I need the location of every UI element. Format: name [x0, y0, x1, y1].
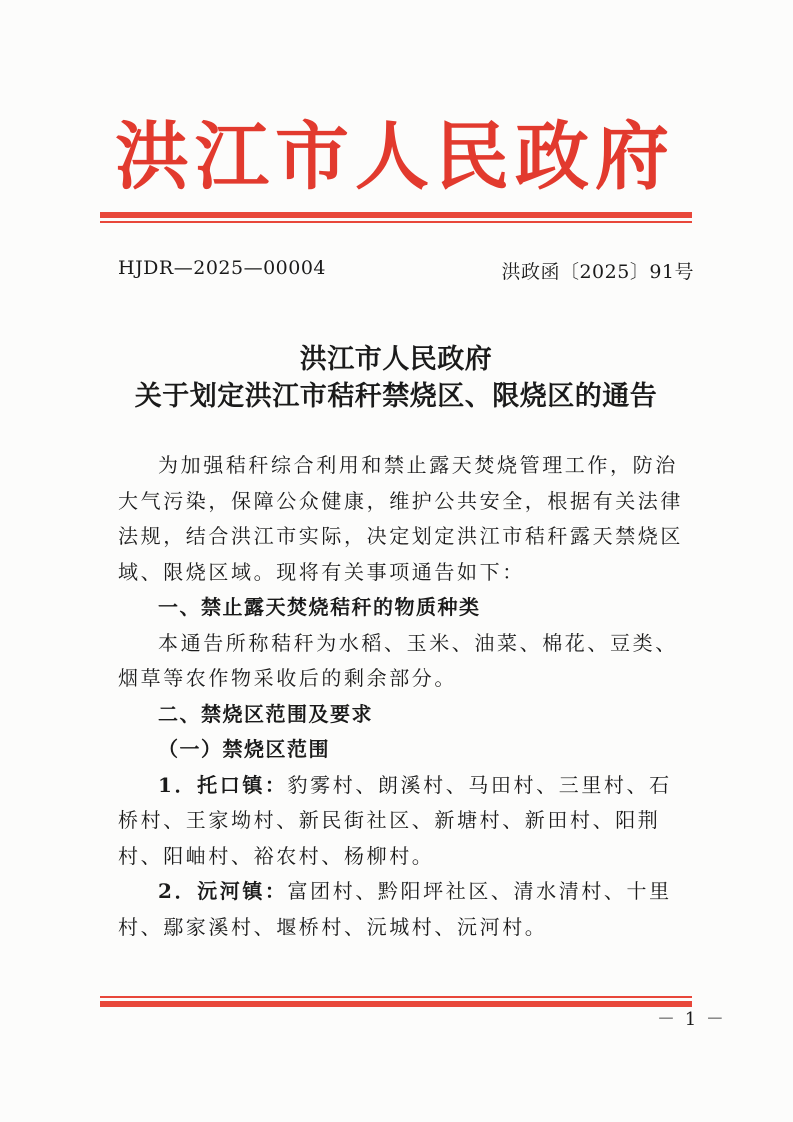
section-2-heading: 二、禁烧区范围及要求: [158, 701, 373, 726]
document-code: HJDR—2025—00004: [118, 257, 327, 279]
letterhead-rule-thick: [100, 212, 692, 218]
title-line-1: 洪江市人民政府: [299, 344, 493, 375]
list-item-1-text: 豹雾村、朗溪村、马田村、三里村、石桥村、王家坳村、新民街社区、新塘村、新田村、阳荆村、阳岫村、裕农村、杨柳村。: [118, 772, 672, 868]
footer-rule-thin: [100, 996, 692, 998]
letterhead-title: 洪江市人民政府: [115, 114, 675, 200]
file-number: 洪政函〔2025〕91号: [501, 261, 694, 283]
title-line-2: 关于划定洪江市秸秆禁烧区、限烧区的通告: [134, 381, 658, 412]
intro-paragraph: 为加强秸秆综合利用和禁止露天焚烧管理工作，防治大气污染，保障公众健康，维护公共安全，根据有关法律法规，结合洪江市实际，决定划定洪江市秸秆露天禁烧区域、限烧区域。现将有关事项通告如下：: [118, 453, 683, 584]
list-item-2-label: 2．沅河镇：: [158, 879, 288, 903]
list-item-2: [118, 874, 692, 945]
list-item-1-label: 1．托口镇：: [158, 772, 288, 797]
letterhead-rule-thin: [100, 221, 692, 223]
page-number: － 1 －: [657, 1009, 726, 1030]
section-1-heading: 一、禁止露天焚烧秸秆的物质种类: [158, 595, 481, 619]
footer-rule-thick: [100, 1001, 692, 1007]
list-item-2-text: 富团村、黔阳坪社区、清水清村、十里村、鄢家溪村、堰桥村、沅城村、沅河村。: [118, 879, 672, 939]
section-1-body: 本通告所称秸秆为水稻、玉米、油菜、棉花、豆类、烟草等农作物采收后的剩余部分。: [118, 630, 678, 690]
document-body: [118, 448, 692, 945]
list-item-1: [118, 768, 692, 875]
subsection-1-heading: （一）禁烧区范围: [158, 737, 330, 761]
